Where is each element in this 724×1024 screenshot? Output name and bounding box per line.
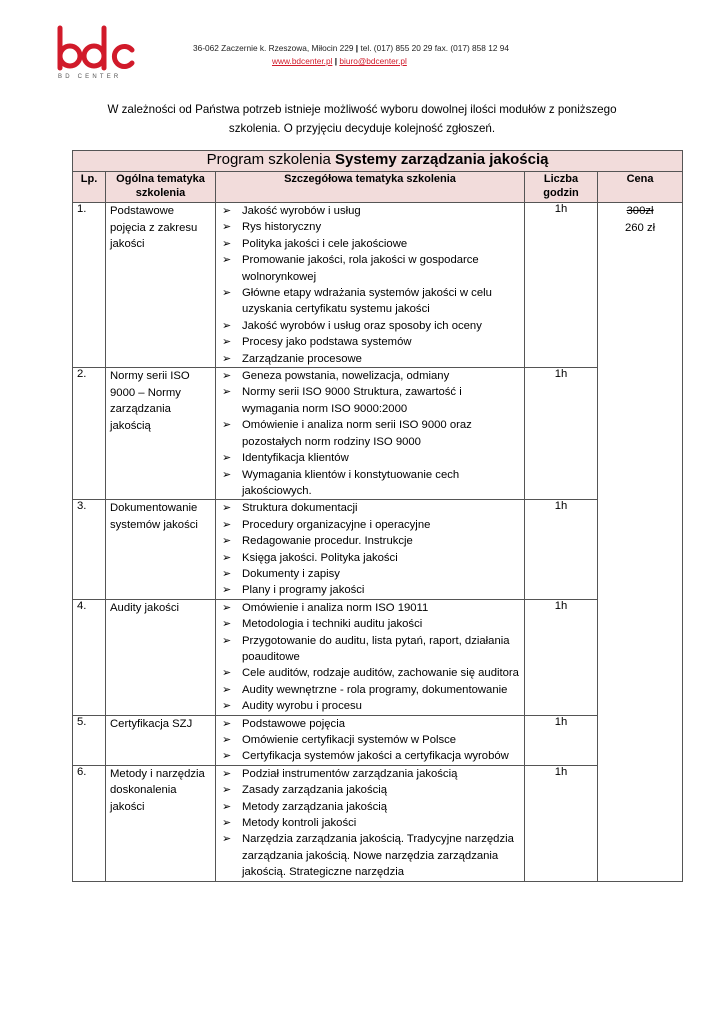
detail-item: ➢ Jakość wyrobów i usług: [220, 203, 520, 219]
detail-item: ➢ Cele auditów, rodzaje auditów, zachowanie się auditora: [220, 665, 520, 681]
detail-item: ➢ Wymagania klientów i konstytuowanie cech jakościowych.: [220, 467, 520, 500]
training-program-table: [72, 150, 683, 882]
separator: |: [334, 56, 338, 66]
row-number: 4.: [73, 599, 106, 715]
detail-item: ➢ Audity wewnętrzne - rola programy, dokumentowanie: [220, 682, 520, 698]
detail-item: ➢ Omówienie i analiza norm serii ISO 9000 oraz pozostałych norm rodziny ISO 9000: [220, 417, 520, 450]
detail-item: ➢ Metody zarządzania jakością: [220, 799, 520, 815]
row-hours: 1h: [525, 599, 598, 715]
detail-item: ➢ Plany i programy jakości: [220, 582, 520, 598]
table-row: [73, 368, 683, 500]
row-hours: 1h: [525, 203, 598, 368]
table-row: [73, 500, 683, 599]
row-topic: Metody i narzędzia doskonalenia jakości: [106, 765, 216, 881]
detail-item: ➢ Podział instrumentów zarządzania jakością: [220, 766, 520, 782]
detail-item: ➢ Identyfikacja klientów: [220, 450, 520, 466]
detail-item: ➢ Omówienie certyfikacji systemów w Polsce: [220, 732, 520, 748]
detail-item: ➢ Zasady zarządzania jakością: [220, 782, 520, 798]
contact-web-line: [272, 56, 407, 66]
row-details: [216, 599, 525, 715]
row-number: 3.: [73, 500, 106, 599]
table-title-bold: Systemy zarządzania jakością: [335, 151, 549, 168]
detail-item: ➢ Omówienie i analiza norm ISO 19011: [220, 600, 520, 616]
row-details: [216, 765, 525, 881]
detail-item: ➢ Rys historyczny: [220, 219, 520, 235]
detail-item: ➢ Księga jakości. Polityka jakości: [220, 550, 520, 566]
detail-item: ➢ Jakość wyrobów i usług oraz sposoby ich oceny: [220, 318, 520, 334]
intro-line-2: szkolenia. O przyjęciu decyduje kolejność zgłoszeń.: [228, 122, 496, 135]
price-cell: [598, 203, 683, 882]
row-details: [216, 715, 525, 765]
table-header-row: [73, 172, 683, 203]
header-general-topic: Ogólna tematyka szkolenia: [106, 172, 216, 203]
table-row: [73, 599, 683, 715]
row-topic: Normy serii ISO 9000 – Normy zarządzania jakością: [106, 368, 216, 500]
detail-item: ➢ Certyfikacja systemów jakości a certyfikacja wyrobów: [220, 748, 520, 764]
detail-item: ➢ Metodologia i techniki auditu jakości: [220, 616, 520, 632]
detail-item: ➢ Normy serii ISO 9000 Struktura, zawartość i wymagania norm ISO 9000:2000: [220, 384, 520, 417]
intro-line-1: W zależności od Państwa potrzeb istnieje możliwość wyboru dowolnej ilości modułów z poniższego: [107, 103, 617, 116]
table-title-prefix: Program szkolenia: [206, 151, 331, 168]
row-topic: Dokumentowanie systemów jakości: [106, 500, 216, 599]
address-text: 36-062 Zaczernie k. Rzeszowa, Miłocin 229: [193, 43, 354, 53]
detail-item: ➢ Polityka jakości i cele jakościowe: [220, 236, 520, 252]
row-hours: 1h: [525, 368, 598, 500]
row-details: [216, 203, 525, 368]
row-hours: 1h: [525, 500, 598, 599]
detail-item: ➢ Dokumenty i zapisy: [220, 566, 520, 582]
old-price: 300zł: [626, 205, 654, 217]
row-number: 6.: [73, 765, 106, 881]
phone-text: tel. (017) 855 20 29 fax. (017) 858 12 94: [360, 43, 509, 53]
row-topic: Podstawowe pojęcia z zakresu jakości: [106, 203, 216, 368]
detail-item: ➢ Struktura dokumentacji: [220, 500, 520, 516]
detail-item: ➢ Redagowanie procedur. Instrukcje: [220, 533, 520, 549]
table-row: [73, 203, 683, 368]
row-number: 2.: [73, 368, 106, 500]
row-number: 5.: [73, 715, 106, 765]
detail-item: ➢ Główne etapy wdrażania systemów jakości w celu uzyskania certyfikatu systemu jakości: [220, 285, 520, 318]
row-details: [216, 368, 525, 500]
detail-item: ➢ Narzędzia zarządzania jakością. Tradycyjne narzędzia zarządzania jakością. Nowe narzędzia zarządzania jakością. Strategiczne narzędzia: [220, 831, 520, 880]
table-row: [73, 715, 683, 765]
logo-subtitle: BD CENTER: [58, 74, 122, 80]
header-hours: Liczba godzin: [525, 172, 598, 203]
page-header: [0, 0, 724, 90]
separator: |: [355, 43, 359, 53]
detail-item: ➢ Przygotowanie do auditu, lista pytań, raport, działania poauditowe: [220, 633, 520, 666]
detail-item: ➢ Procesy jako podstawa systemów: [220, 334, 520, 350]
contact-address-line: [193, 43, 509, 53]
row-topic: Certyfikacja SZJ: [106, 715, 216, 765]
header-price: Cena: [598, 172, 683, 203]
detail-item: ➢ Podstawowe pojęcia: [220, 716, 520, 732]
table-row: [73, 765, 683, 881]
header-detail-topic: Szczegółowa tematyka szkolenia: [216, 172, 525, 203]
row-details: [216, 500, 525, 599]
detail-item: ➢ Procedury organizacyjne i operacyjne: [220, 517, 520, 533]
detail-item: ➢ Promowanie jakości, rola jakości w gospodarce wolnorynkowej: [220, 252, 520, 285]
intro-paragraph: [80, 100, 644, 138]
detail-item: ➢ Audity wyrobu i procesu: [220, 698, 520, 714]
email-link[interactable]: biuro@bdcenter.pl: [339, 56, 407, 66]
new-price: 260 zł: [624, 222, 656, 234]
row-topic: Audity jakości: [106, 599, 216, 715]
table-title-row: [73, 151, 683, 172]
row-number: 1.: [73, 203, 106, 368]
row-hours: 1h: [525, 715, 598, 765]
row-hours: 1h: [525, 765, 598, 881]
detail-item: ➢ Zarządzanie procesowe: [220, 351, 520, 367]
header-lp: Lp.: [73, 172, 106, 203]
table-title: [73, 151, 683, 172]
detail-item: ➢ Geneza powstania, nowelizacja, odmiany: [220, 368, 520, 384]
website-link[interactable]: www.bdcenter.pl: [272, 56, 333, 66]
detail-item: ➢ Metody kontroli jakości: [220, 815, 520, 831]
